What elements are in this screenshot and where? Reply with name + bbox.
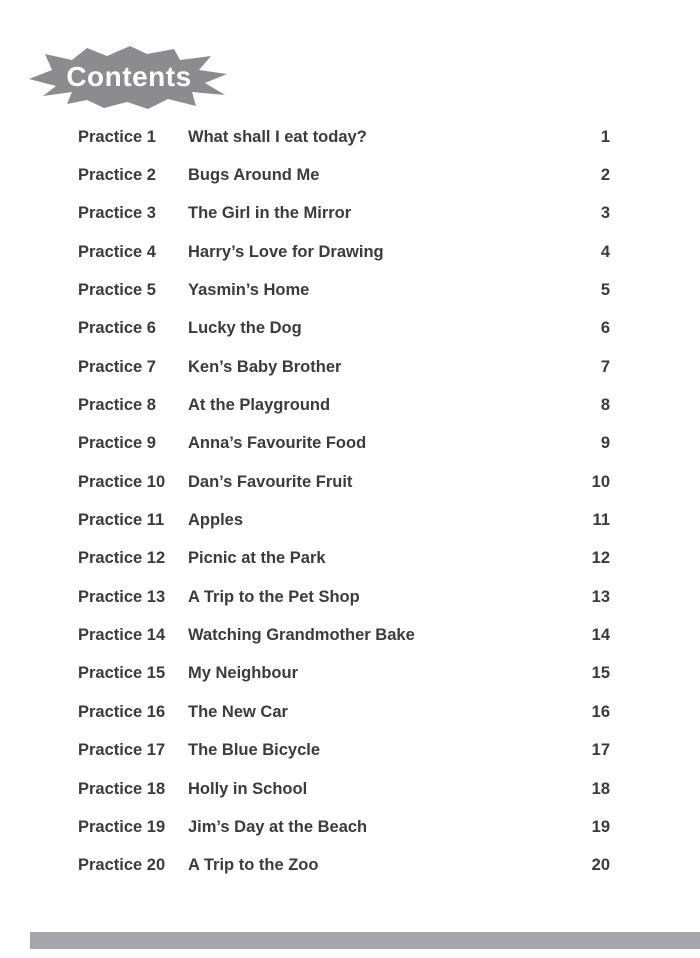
toc-list: [78, 118, 610, 885]
toc-row: [78, 501, 610, 539]
footer-bar: [30, 932, 700, 949]
page-number: 2: [600, 166, 610, 185]
page-title: Contents: [66, 61, 192, 92]
toc-row: [78, 808, 610, 846]
practice-title: Dan’s Favourite Fruit: [188, 472, 353, 491]
toc-row: [78, 156, 610, 194]
page-number: 19: [591, 817, 610, 836]
practice-label: Practice 8: [78, 396, 156, 415]
practice-title: Apples: [188, 511, 244, 530]
toc-row: [78, 348, 610, 386]
toc-row: [78, 616, 610, 654]
practice-title: Lucky the Dog: [188, 319, 302, 338]
practice-label: Practice 14: [78, 626, 166, 645]
practice-label: Practice 5: [78, 281, 156, 300]
toc-row: [78, 540, 610, 578]
toc-row: [78, 847, 610, 885]
practice-label: Practice 2: [78, 166, 156, 185]
page-number: 15: [591, 664, 610, 683]
practice-title: Yasmin’s Home: [188, 281, 310, 300]
practice-title: Anna’s Favourite Food: [188, 434, 367, 453]
practice-label: Practice 13: [78, 587, 166, 606]
practice-label: Practice 20: [78, 856, 166, 875]
practice-title: Harry’s Love for Drawing: [188, 242, 384, 261]
practice-label: Practice 9: [78, 434, 156, 453]
practice-title: Ken’s Baby Brother: [188, 357, 342, 376]
toc-row: [78, 386, 610, 424]
toc-row: [78, 195, 610, 233]
page-number: 6: [600, 319, 610, 338]
practice-title: What shall I eat today?: [188, 127, 367, 146]
page-number: 18: [591, 779, 610, 798]
practice-title: Jim’s Day at the Beach: [188, 817, 368, 836]
contents-header-splash: [27, 45, 231, 111]
practice-label: Practice 18: [78, 779, 166, 798]
toc-row: [78, 118, 610, 156]
page-number: 8: [600, 396, 610, 415]
practice-label: Practice 4: [78, 242, 156, 261]
page-number: 5: [600, 281, 610, 300]
practice-title: Watching Grandmother Bake: [188, 626, 415, 645]
toc-row: [78, 655, 610, 693]
practice-label: Practice 7: [78, 357, 156, 376]
page-number: 12: [591, 549, 610, 568]
toc-row: [78, 770, 610, 808]
page-number: 20: [591, 856, 610, 875]
practice-title: The New Car: [188, 702, 288, 721]
toc-row: [78, 271, 610, 309]
toc-row: [78, 463, 610, 501]
toc-row: [78, 578, 610, 616]
toc-row: [78, 693, 610, 731]
practice-title: The Blue Bicycle: [188, 741, 321, 760]
toc-row: [78, 310, 610, 348]
page-number: 1: [600, 127, 610, 146]
toc-row: [78, 732, 610, 770]
practice-title: The Girl in the Mirror: [188, 204, 352, 223]
practice-title: At the Playground: [188, 396, 331, 415]
page-number: 11: [592, 511, 610, 530]
practice-title: My Neighbour: [188, 664, 298, 683]
page-number: 13: [591, 587, 610, 606]
practice-label: Practice 3: [78, 204, 156, 223]
page-number: 7: [600, 357, 610, 376]
practice-title: A Trip to the Pet Shop: [188, 587, 360, 606]
practice-label: Practice 15: [78, 664, 166, 683]
practice-label: Practice 1: [78, 127, 156, 146]
practice-label: Practice 16: [78, 702, 166, 721]
toc-row: [78, 425, 610, 463]
practice-label: Practice 10: [78, 472, 166, 491]
practice-title: Holly in School: [188, 779, 308, 798]
page-number: 10: [591, 472, 610, 491]
practice-title: A Trip to the Zoo: [188, 856, 319, 875]
toc-row: [78, 233, 610, 271]
practice-label: Practice 11: [78, 511, 165, 530]
page-number: 14: [591, 626, 610, 645]
page-number: 17: [591, 741, 610, 760]
practice-label: Practice 17: [78, 741, 166, 760]
practice-label: Practice 6: [78, 319, 156, 338]
page-number: 9: [600, 434, 610, 453]
practice-title: Picnic at the Park: [188, 549, 326, 568]
page-number: 16: [591, 702, 610, 721]
practice-label: Practice 19: [78, 817, 166, 836]
practice-title: Bugs Around Me: [188, 166, 320, 185]
practice-label: Practice 12: [78, 549, 166, 568]
page-number: 4: [600, 242, 610, 261]
page-number: 3: [600, 204, 610, 223]
